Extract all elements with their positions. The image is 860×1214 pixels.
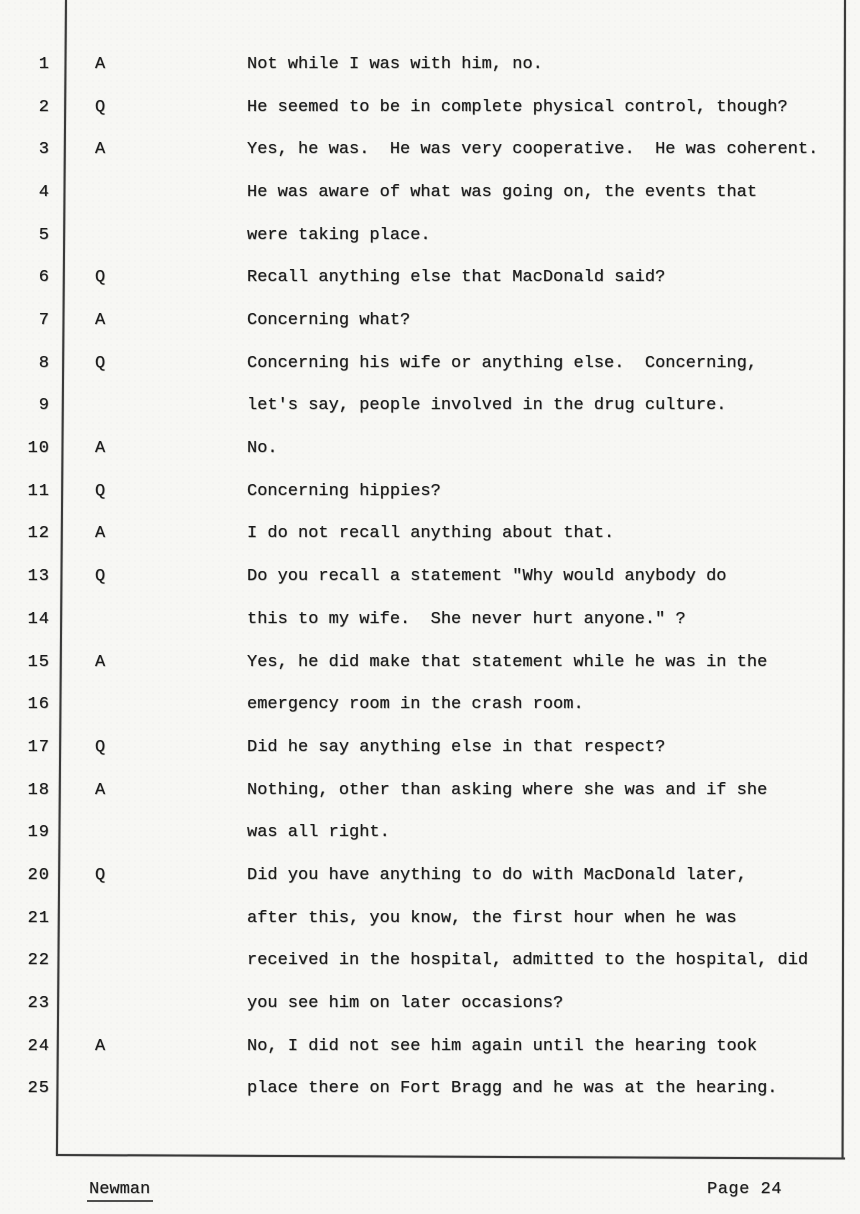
transcript-line: [0, 310, 860, 334]
transcript-line: [0, 438, 860, 462]
transcript-line: [0, 353, 860, 377]
transcript-line: [0, 225, 860, 249]
line-number: 3: [38, 140, 50, 160]
line-number: 13: [27, 567, 50, 587]
line-number: 25: [27, 1079, 50, 1099]
line-number: 11: [27, 481, 50, 501]
line-number: 15: [27, 652, 50, 672]
line-text: received in the hospital, admitted to the hospital, did: [247, 951, 809, 971]
line-number: 17: [27, 737, 50, 757]
line-text: No, I did not see him again until the hearing took: [247, 1036, 758, 1056]
transcript-line: [0, 652, 860, 676]
line-number: 16: [27, 695, 50, 715]
speaker-label: A: [95, 311, 106, 331]
line-number: 2: [38, 97, 50, 117]
line-number: 10: [27, 439, 50, 459]
line-text: you see him on later occasions?: [247, 993, 564, 1013]
line-text: He was aware of what was going on, the events that: [247, 183, 758, 203]
transcript-line: [0, 737, 860, 761]
speaker-label: A: [95, 780, 106, 800]
speaker-label: A: [95, 55, 106, 74]
speaker-label: A: [95, 652, 106, 672]
line-text: Do you recall a statement "Why would anybody do: [247, 567, 727, 587]
line-text: place there on Fort Bragg and he was at the hearing.: [247, 1079, 778, 1099]
line-number: 21: [27, 908, 50, 928]
transcript-line: [0, 481, 860, 505]
line-number: 6: [38, 268, 50, 288]
transcript-line: [0, 139, 860, 163]
line-number: 14: [27, 609, 50, 629]
line-number: 19: [27, 823, 50, 843]
line-number: 1: [38, 55, 50, 74]
line-text: Concerning his wife or anything else. Concerning,: [247, 353, 758, 373]
witness-name: Newman: [87, 1180, 153, 1202]
line-number: 22: [27, 951, 50, 971]
transcript-line: [0, 609, 860, 633]
speaker-label: Q: [95, 865, 106, 885]
transcript-line: [0, 780, 860, 804]
transcript-line: [0, 950, 860, 974]
speaker-label: Q: [95, 481, 106, 501]
transcript-line: [0, 395, 860, 419]
transcript-line: [0, 267, 860, 291]
transcript-line: [0, 694, 860, 718]
transcript-line: [0, 566, 860, 590]
line-number: 18: [27, 780, 50, 800]
speaker-label: Q: [95, 353, 106, 373]
line-text: Did you have anything to do with MacDonald later,: [247, 865, 747, 885]
transcript-line: [0, 865, 860, 889]
line-text: Not while I was with him, no.: [247, 55, 543, 74]
line-number: 12: [27, 524, 50, 544]
line-text: No.: [247, 439, 278, 459]
line-number: 24: [27, 1036, 50, 1056]
line-number: 20: [27, 865, 50, 885]
line-text: Nothing, other than asking where she was and if she: [247, 780, 768, 800]
line-number: 4: [38, 183, 50, 203]
transcript-line: [0, 1036, 860, 1060]
line-text: Recall anything else that MacDonald said?: [247, 268, 666, 288]
line-text: was all right.: [247, 823, 390, 843]
transcript-line: [0, 182, 860, 206]
speaker-label: A: [95, 439, 106, 459]
transcript-line: [0, 993, 860, 1017]
line-text: after this, you know, the first hour when he was: [247, 908, 737, 928]
transcript-line: [0, 97, 860, 121]
line-text: Yes, he did make that statement while he was in the: [247, 652, 768, 672]
line-text: Yes, he was. He was very cooperative. He was coherent.: [247, 140, 819, 160]
speaker-label: A: [95, 524, 106, 544]
line-text: were taking place.: [247, 225, 431, 245]
transcript-line: [0, 523, 860, 547]
line-text: this to my wife. She never hurt anyone." ?: [247, 609, 686, 629]
line-number: 8: [38, 353, 50, 373]
line-text: Concerning what?: [247, 311, 411, 331]
speaker-label: Q: [95, 97, 106, 117]
transcript-line: [0, 1078, 860, 1102]
line-number: 9: [38, 396, 50, 416]
line-number: 23: [27, 993, 50, 1013]
speaker-label: Q: [95, 567, 106, 587]
transcript-line: [0, 54, 860, 78]
speaker-label: Q: [95, 737, 106, 757]
speaker-label: A: [95, 1036, 106, 1056]
speaker-label: Q: [95, 268, 106, 288]
line-text: Did he say anything else in that respect?: [247, 737, 666, 757]
line-number: 5: [38, 225, 50, 245]
line-text: He seemed to be in complete physical control, though?: [247, 97, 788, 117]
line-number: 7: [38, 311, 50, 331]
line-text: emergency room in the crash room.: [247, 695, 584, 715]
speaker-label: A: [95, 140, 106, 160]
transcript-line: [0, 908, 860, 932]
line-text: let's say, people involved in the drug culture.: [247, 396, 727, 416]
page-number: Page 24: [707, 1180, 782, 1199]
transcript-line: [0, 822, 860, 846]
line-text: I do not recall anything about that.: [247, 524, 615, 544]
line-text: Concerning hippies?: [247, 481, 441, 501]
